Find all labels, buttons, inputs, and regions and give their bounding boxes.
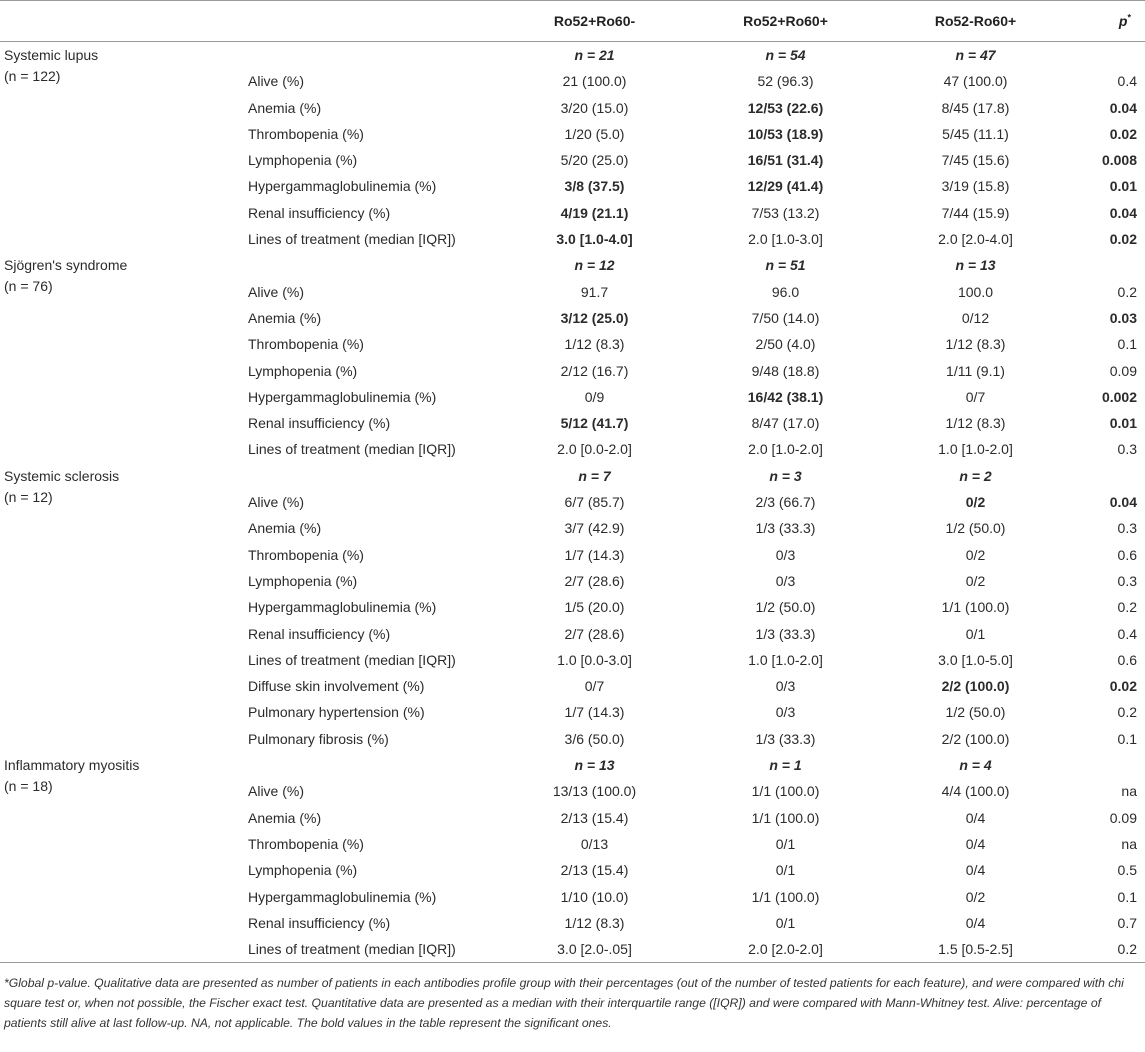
p-value-cell: na	[1121, 835, 1137, 852]
value-cell: 2.0 [0.0-2.0]	[557, 441, 632, 458]
p-cell	[1066, 42, 1145, 69]
disease-name: Systemic lupus	[4, 47, 99, 63]
value-cell: 2/2 (100.0)	[941, 678, 1010, 695]
value-cell: 1/2 (50.0)	[945, 704, 1006, 721]
p-value-cell: 0.2	[1117, 283, 1137, 300]
p-value-cell: 0.04	[1109, 494, 1137, 511]
p-value-cell: 0.09	[1109, 362, 1137, 379]
feature-label: Lines of treatment (median [IQR])	[248, 231, 456, 248]
p-value-cell: 0.02	[1109, 231, 1137, 248]
feature-label: Pulmonary fibrosis (%)	[248, 730, 389, 747]
value-cell: 2/7 (28.6)	[564, 572, 625, 589]
value-cell: 1/20 (5.0)	[564, 125, 625, 142]
p-value-cell: 0.1	[1117, 888, 1137, 905]
disease-name: Systemic sclerosis	[4, 467, 120, 484]
value-cell: 1/12 (8.3)	[945, 415, 1006, 432]
value-cell: 1.5 [0.5-2.5]	[938, 941, 1013, 958]
p-cell	[1066, 252, 1145, 278]
value-cell: 1.0 [1.0-2.0]	[748, 651, 823, 668]
value-cell: 1/1 (100.0)	[751, 888, 820, 905]
feature-label: Hypergammaglobulinemia (%)	[248, 888, 437, 905]
value-cell: 1/3 (33.3)	[755, 730, 816, 747]
value-cell: 3.0 [1.0-5.0]	[938, 651, 1013, 668]
value-cell: 6/7 (85.7)	[564, 494, 625, 511]
feature-label: Renal insufficiency (%)	[248, 625, 391, 642]
p-value-cell: 0.09	[1109, 809, 1137, 826]
value-cell: 2/12 (16.7)	[560, 362, 629, 379]
table-header	[0, 1, 1145, 42]
p-value-cell: 0.5	[1117, 862, 1137, 879]
value-cell: 10/53 (18.9)	[747, 125, 824, 142]
value-cell: 96.0	[771, 283, 800, 300]
feature-label: Diffuse skin involvement (%)	[248, 678, 425, 695]
value-cell: 2.0 [2.0-4.0]	[938, 231, 1013, 248]
value-cell: 100.0	[957, 283, 994, 300]
value-cell: 1/1 (100.0)	[941, 599, 1010, 616]
value-cell: 2/2 (100.0)	[941, 730, 1010, 747]
disease-total: (n = 76)	[4, 278, 53, 295]
feature-label: Alive (%)	[248, 783, 305, 800]
p-value-cell: 0.01	[1109, 178, 1137, 195]
value-cell: 16/51 (31.4)	[747, 152, 824, 169]
value-cell: 2.0 [1.0-2.0]	[748, 441, 823, 458]
value-cell: 47 (100.0)	[943, 73, 1008, 90]
feature-cell	[240, 252, 503, 278]
p-value-cell: 0.4	[1117, 73, 1137, 90]
feature-label: Thrombopenia (%)	[248, 835, 364, 852]
feature-label: Alive (%)	[248, 73, 305, 90]
p-value-cell: 0.6	[1117, 546, 1137, 563]
p-value-cell: 0.04	[1109, 204, 1137, 221]
p-value-cell: 0.02	[1109, 125, 1137, 142]
group-n-cell: n = 54	[765, 47, 806, 63]
disease-cell	[0, 42, 240, 253]
group-count-row	[0, 252, 1145, 278]
p-value-cell: 0.3	[1117, 520, 1137, 537]
value-cell: 7/50 (14.0)	[751, 309, 820, 326]
feature-label: Anemia (%)	[248, 99, 322, 116]
p-value-cell: 0.01	[1109, 415, 1137, 432]
p-value-cell: 0.02	[1109, 678, 1137, 695]
value-cell: 12/29 (41.4)	[747, 178, 824, 195]
p-value-cell: 0.1	[1117, 730, 1137, 747]
value-cell: 1/3 (33.3)	[755, 625, 816, 642]
feature-label: Lymphopenia (%)	[248, 862, 358, 879]
feature-label: Thrombopenia (%)	[248, 336, 364, 353]
feature-label: Hypergammaglobulinemia (%)	[248, 388, 437, 405]
value-cell: 0/1	[775, 862, 796, 879]
value-cell: 0/1	[965, 625, 986, 642]
table-body	[0, 42, 1145, 963]
value-cell: 91.7	[580, 283, 609, 300]
value-cell: 3/8 (37.5)	[564, 178, 625, 195]
feature-label: Hypergammaglobulinemia (%)	[248, 599, 437, 616]
value-cell: 0/3	[775, 678, 796, 695]
value-cell: 4/4 (100.0)	[941, 783, 1010, 800]
value-cell: 3.0 [2.0-.05]	[557, 941, 632, 958]
value-cell: 0/12	[961, 309, 990, 326]
feature-label: Anemia (%)	[248, 809, 322, 826]
value-cell: 2/7 (28.6)	[564, 625, 625, 642]
feature-cell	[240, 752, 503, 778]
group-n-cell: n = 3	[769, 467, 802, 484]
feature-label: Renal insufficiency (%)	[248, 914, 391, 931]
header-feature	[240, 1, 503, 42]
header-ro52pos-ro60pos: Ro52+Ro60+	[743, 13, 828, 29]
value-cell: 8/47 (17.0)	[751, 415, 820, 432]
p-value-cell: 0.2	[1117, 704, 1137, 721]
feature-label: Thrombopenia (%)	[248, 125, 364, 142]
value-cell: 7/45 (15.6)	[941, 152, 1010, 169]
value-cell: 1/12 (8.3)	[945, 336, 1006, 353]
feature-label: Lines of treatment (median [IQR])	[248, 651, 456, 668]
value-cell: 2.0 [2.0-2.0]	[748, 941, 823, 958]
disease-total: (n = 122)	[4, 68, 61, 84]
value-cell: 7/53 (13.2)	[751, 204, 820, 221]
value-cell: 2/3 (66.7)	[755, 494, 816, 511]
value-cell: 1.0 [1.0-2.0]	[938, 441, 1013, 458]
value-cell: 0/13	[580, 835, 609, 852]
feature-label: Anemia (%)	[248, 520, 322, 537]
value-cell: 21 (100.0)	[562, 73, 627, 90]
feature-label: Alive (%)	[248, 494, 305, 511]
value-cell: 2/13 (15.4)	[560, 809, 629, 826]
value-cell: 0/4	[965, 862, 986, 879]
value-cell: 0/2	[965, 888, 986, 905]
group-count-row	[0, 752, 1145, 778]
feature-label: Anemia (%)	[248, 309, 322, 326]
header-p-value	[1066, 1, 1145, 42]
value-cell: 0/2	[965, 546, 986, 563]
p-value-cell: 0.4	[1117, 625, 1137, 642]
disease-cell	[0, 463, 240, 752]
value-cell: 1/1 (100.0)	[751, 783, 820, 800]
value-cell: 2/13 (15.4)	[560, 862, 629, 879]
p-value-cell: 0.008	[1101, 152, 1137, 169]
value-cell: 1.0 [0.0-3.0]	[557, 651, 632, 668]
group-n-cell: n = 21	[574, 47, 615, 63]
disease-total: (n = 18)	[4, 778, 53, 795]
group-n-cell: n = 13	[955, 257, 996, 274]
value-cell: 4/19 (21.1)	[560, 204, 629, 221]
feature-label: Pulmonary hypertension (%)	[248, 704, 425, 721]
value-cell: 0/3	[775, 704, 796, 721]
group-n-cell: n = 2	[959, 467, 992, 484]
disease-cell	[0, 252, 240, 462]
p-label: p	[1118, 13, 1128, 29]
value-cell: 0/3	[775, 546, 796, 563]
value-cell: 52 (96.3)	[757, 73, 814, 90]
header-ro52neg-ro60pos: Ro52-Ro60+	[934, 13, 1017, 29]
value-cell: 0/7	[584, 678, 605, 695]
p-cell	[1066, 463, 1145, 489]
p-value-cell: 0.7	[1117, 914, 1137, 931]
p-value-cell: 0.2	[1117, 941, 1137, 958]
p-footnote-marker: *	[1127, 12, 1131, 23]
disease-name: Sjögren's syndrome	[4, 257, 128, 274]
feature-label: Hypergammaglobulinemia (%)	[248, 178, 437, 195]
feature-cell	[240, 463, 503, 489]
group-n-cell: n = 4	[959, 757, 992, 774]
value-cell: 5/20 (25.0)	[560, 152, 629, 169]
group-n-cell: n = 13	[574, 757, 615, 774]
value-cell: 3/6 (50.0)	[564, 730, 625, 747]
value-cell: 0/9	[584, 388, 605, 405]
disease-total: (n = 12)	[4, 488, 53, 505]
value-cell: 0/4	[965, 914, 986, 931]
value-cell: 0/1	[775, 914, 796, 931]
value-cell: 1/1 (100.0)	[751, 809, 820, 826]
p-value-cell: na	[1121, 783, 1137, 800]
value-cell: 2/50 (4.0)	[755, 336, 816, 353]
value-cell: 9/48 (18.8)	[751, 362, 820, 379]
p-value-cell: 0.04	[1109, 99, 1137, 116]
value-cell: 0/3	[775, 572, 796, 589]
group-count-row	[0, 42, 1145, 69]
value-cell: 1/7 (14.3)	[564, 704, 625, 721]
feature-label: Lymphopenia (%)	[248, 152, 358, 169]
value-cell: 3/20 (15.0)	[560, 99, 629, 116]
value-cell: 3.0 [1.0-4.0]	[556, 231, 633, 248]
value-cell: 5/45 (11.1)	[942, 125, 1009, 142]
value-cell: 0/1	[775, 835, 796, 852]
feature-label: Renal insufficiency (%)	[248, 204, 391, 221]
value-cell: 1/2 (50.0)	[945, 520, 1006, 537]
value-cell: 0/4	[965, 809, 986, 826]
group-n-cell: n = 1	[769, 757, 802, 774]
feature-label: Lines of treatment (median [IQR])	[248, 441, 456, 458]
value-cell: 0/2	[965, 494, 986, 511]
p-value-cell: 0.3	[1117, 572, 1137, 589]
value-cell: 1/2 (50.0)	[755, 599, 816, 616]
feature-label: Lymphopenia (%)	[248, 362, 358, 379]
value-cell: 1/5 (20.0)	[564, 599, 625, 616]
group-n-cell: n = 12	[574, 257, 615, 274]
feature-label: Thrombopenia (%)	[248, 546, 364, 563]
group-count-row	[0, 463, 1145, 489]
value-cell: 16/42 (38.1)	[747, 388, 824, 405]
p-value-cell: 0.6	[1117, 651, 1137, 668]
value-cell: 0/4	[965, 835, 986, 852]
value-cell: 0/2	[965, 572, 986, 589]
value-cell: 13/13 (100.0)	[552, 783, 637, 800]
value-cell: 3/19 (15.8)	[941, 178, 1010, 195]
p-cell	[1066, 752, 1145, 778]
feature-label: Renal insufficiency (%)	[248, 415, 391, 432]
header-disease	[0, 1, 240, 42]
value-cell: 1/12 (8.3)	[564, 914, 625, 931]
table-footnote: *Global p-value. Qualitative data are presented as number of patients in each antibodies profile group with their percentages (out of the number of tested patients for each feature), and were compared with chi square test or, when not possible, the Fischer exact test. Quantitative data are presented as a median with their interquartile range ([IQR]) and were compared with Mann-Whitney test. Alive: percentage of patients still alive at last follow-up. NA, not applicable. The bold values in the table represent the significant ones.	[4, 976, 1124, 1031]
value-cell: 1/12 (8.3)	[564, 336, 625, 353]
value-cell: 1/11 (9.1)	[946, 362, 1005, 379]
p-value-cell: 0.1	[1117, 336, 1137, 353]
value-cell: 8/45 (17.8)	[941, 99, 1010, 116]
feature-label: Alive (%)	[248, 283, 305, 300]
feature-cell	[240, 42, 503, 69]
value-cell: 3/12 (25.0)	[560, 309, 629, 326]
group-n-cell: n = 47	[955, 47, 996, 63]
p-value-cell: 0.002	[1101, 388, 1137, 405]
p-value-cell: 0.03	[1109, 309, 1137, 326]
group-n-cell: n = 7	[578, 467, 611, 484]
disease-cell	[0, 752, 240, 963]
value-cell: 12/53 (22.6)	[747, 99, 824, 116]
value-cell: 1/3 (33.3)	[755, 520, 816, 537]
value-cell: 0/7	[965, 388, 986, 405]
disease-name: Inflammatory myositis	[4, 757, 140, 774]
header-row	[0, 1, 1145, 42]
feature-label: Lymphopenia (%)	[248, 572, 358, 589]
value-cell: 2.0 [1.0-3.0]	[748, 231, 823, 248]
value-cell: 7/44 (15.9)	[941, 204, 1010, 221]
p-value-cell: 0.3	[1117, 441, 1137, 458]
value-cell: 1/7 (14.3)	[564, 546, 625, 563]
value-cell: 3/7 (42.9)	[564, 520, 625, 537]
value-cell: 1/10 (10.0)	[560, 888, 629, 905]
header-ro52pos-ro60neg: Ro52+Ro60-	[553, 13, 636, 29]
p-value-cell: 0.2	[1117, 599, 1137, 616]
group-n-cell: n = 51	[765, 257, 806, 274]
value-cell: 5/12 (41.7)	[560, 415, 629, 432]
feature-label: Lines of treatment (median [IQR])	[248, 941, 456, 958]
